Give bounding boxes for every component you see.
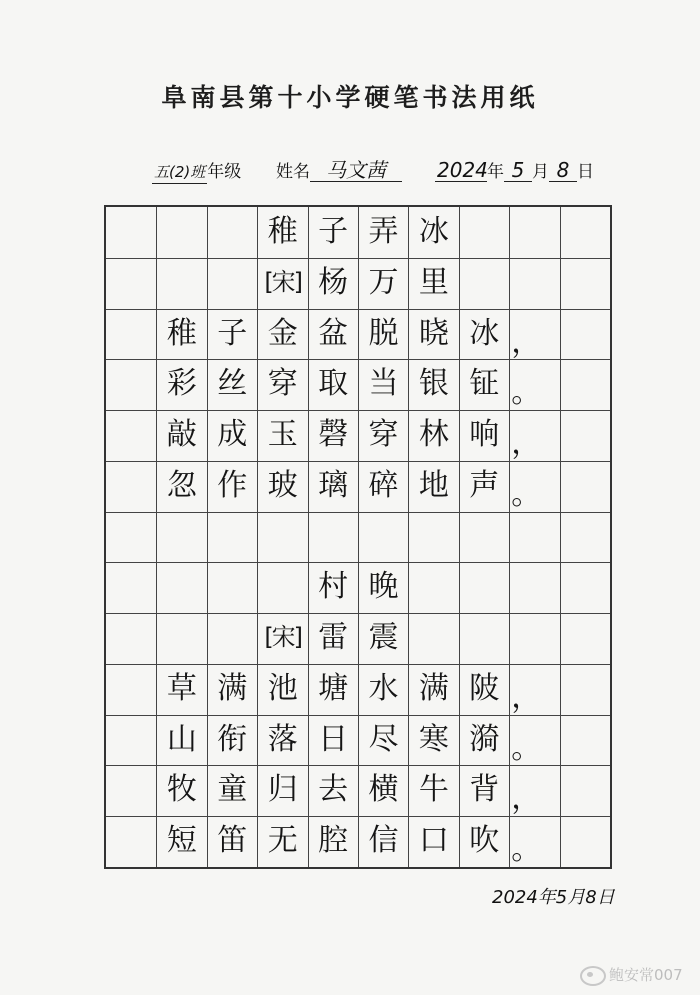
dynasty-label: [宋]	[264, 267, 302, 296]
date-day: 8	[549, 159, 577, 182]
handwritten-character: 短	[166, 823, 197, 859]
handwritten-character: 忽	[166, 467, 197, 503]
date-month-label: 月	[532, 162, 549, 182]
handwritten-character: 塘	[318, 670, 349, 706]
handwritten-character: 池	[267, 670, 298, 706]
handwritten-character: 日	[318, 721, 349, 757]
handwritten-character: 金	[267, 315, 298, 351]
grid-column-line	[560, 207, 561, 867]
handwritten-character: 冰	[469, 315, 500, 351]
handwritten-character: 尽	[368, 721, 399, 757]
handwritten-character: 作	[217, 467, 248, 503]
handwritten-character: 衔	[217, 721, 248, 757]
date-year: 2024	[437, 158, 488, 182]
handwritten-character: 归	[267, 772, 298, 808]
handwritten-character: 稚	[267, 214, 298, 249]
date-month: 5	[504, 159, 532, 182]
punctuation-mark: ，	[511, 679, 542, 715]
handwritten-character: 横	[368, 772, 399, 808]
handwritten-character: 丝	[217, 366, 248, 402]
handwritten-character: 无	[267, 823, 298, 859]
handwritten-character: 童	[217, 772, 248, 808]
handwritten-character: 去	[318, 772, 349, 808]
handwritten-character: 信	[368, 823, 399, 859]
handwritten-character: 脱	[368, 315, 399, 351]
handwritten-character: 草	[166, 670, 197, 706]
name-value: 马文茜	[310, 159, 402, 182]
punctuation-mark: 。	[511, 832, 542, 868]
handwritten-character: 响	[469, 417, 500, 453]
handwritten-character: 口	[418, 823, 449, 859]
writing-grid	[104, 205, 612, 869]
handwritten-character: 稚	[166, 315, 197, 351]
handwritten-character: 取	[318, 366, 349, 402]
handwritten-character: 磬	[318, 417, 349, 453]
handwritten-character: 银	[418, 366, 449, 402]
handwritten-character: 璃	[318, 467, 349, 503]
page-title: 阜南县第十小学硬笔书法用纸	[161, 83, 539, 112]
handwritten-character: 腔	[318, 823, 349, 859]
handwritten-character: 陂	[469, 670, 500, 706]
handwritten-character: 牛	[418, 772, 449, 808]
date-field	[435, 157, 594, 182]
handwritten-character: 背	[469, 772, 500, 808]
handwritten-character: 万	[368, 264, 399, 300]
handwritten-character: 子	[217, 315, 248, 351]
handwritten-character: 山	[166, 721, 197, 757]
handwritten-character: 碎	[368, 467, 399, 503]
handwritten-character: 玻	[267, 467, 298, 503]
name-field	[276, 157, 402, 182]
handwritten-character: 地	[418, 467, 449, 503]
handwritten-character: 盆	[318, 315, 349, 351]
handwritten-character: 晓	[418, 315, 449, 351]
handwritten-character: 成	[217, 417, 248, 453]
handwritten-character: 水	[368, 670, 399, 706]
handwritten-character: 里	[418, 264, 449, 300]
handwritten-character: 当	[368, 366, 399, 402]
footer-date: 2024年5月8日	[492, 887, 615, 908]
handwritten-character: 村	[318, 569, 349, 605]
handwritten-character: 满	[418, 670, 449, 706]
watermark-text: 鲍安常007	[609, 966, 683, 984]
handwritten-character: 子	[318, 214, 349, 249]
handwritten-character: 弄	[368, 214, 399, 249]
handwritten-character: 晚	[368, 569, 399, 605]
handwritten-character: 敲	[166, 417, 197, 453]
handwritten-character: 冰	[418, 214, 449, 249]
handwritten-character: 杨	[318, 264, 349, 300]
handwritten-character: 震	[368, 620, 399, 656]
class-value: 五(2)班	[152, 161, 207, 184]
grade-label: 年级	[207, 162, 242, 182]
punctuation-mark: 。	[511, 476, 542, 512]
handwritten-character: 钲	[469, 366, 500, 402]
punctuation-mark: ，	[511, 324, 542, 360]
handwritten-character: 寒	[418, 721, 449, 757]
handwritten-character: 穿	[368, 417, 399, 453]
punctuation-mark: 。	[511, 375, 542, 411]
handwritten-character: 彩	[166, 366, 197, 402]
handwritten-character: 吹	[469, 823, 500, 859]
handwritten-character: 牧	[166, 772, 197, 808]
date-year-label: 年	[487, 162, 504, 182]
handwritten-character: 漪	[469, 721, 500, 757]
handwritten-character: 满	[217, 670, 248, 706]
handwritten-character: 笛	[217, 823, 248, 859]
watermark	[580, 964, 683, 986]
punctuation-mark: 。	[511, 730, 542, 766]
handwritten-character: 林	[418, 417, 449, 453]
class-field	[152, 157, 241, 184]
handwritten-character: 落	[267, 721, 298, 757]
handwritten-character: 玉	[267, 417, 298, 453]
dynasty-label: [宋]	[264, 623, 302, 652]
handwritten-character: 雷	[318, 620, 349, 656]
punctuation-mark: ，	[511, 426, 542, 462]
weibo-logo-icon	[580, 966, 606, 986]
handwritten-character: 穿	[267, 366, 298, 402]
date-day-label: 日	[577, 162, 594, 182]
punctuation-mark: ，	[511, 781, 542, 817]
handwritten-character: 声	[469, 467, 500, 503]
name-label: 姓名	[276, 162, 310, 182]
